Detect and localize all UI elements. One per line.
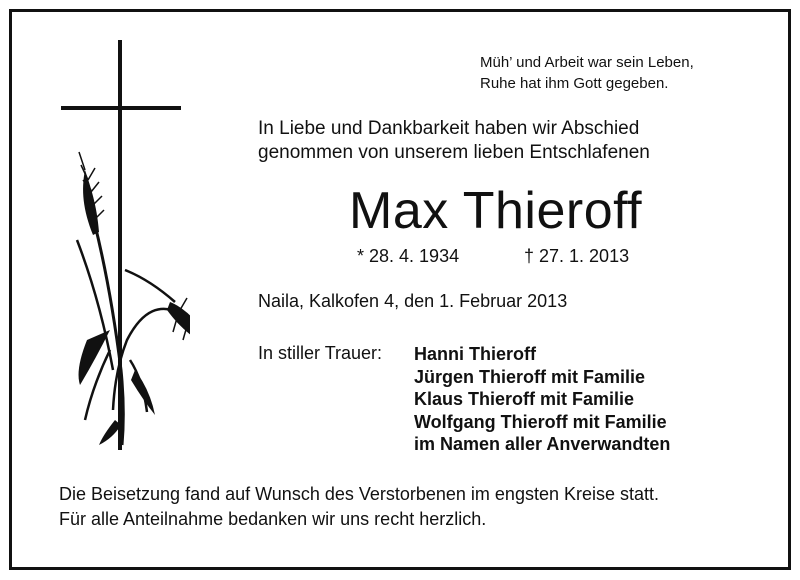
closing-line: Die Beisetzung fand auf Wunsch des Verstorbenen im engsten Kreise statt.: [59, 484, 660, 504]
motto-line: Müh’ und Arbeit war sein Leben,: [480, 54, 694, 71]
mourners-list: [414, 343, 670, 456]
place-and-date: Naila, Kalkofen 4, den 1. Februar 2013: [258, 291, 568, 311]
motto-line: Ruhe hat ihm Gott gegeben.: [480, 75, 669, 92]
mourner: Wolfgang Thieroff mit Familie: [414, 411, 667, 432]
death-date: † 27. 1. 2013: [524, 246, 630, 266]
mourner: Klaus Thieroff mit Familie: [414, 389, 635, 409]
mourning-label: In stiller Trauer:: [258, 343, 383, 363]
mourner: im Namen aller Anverwandten: [414, 434, 671, 454]
deceased-name: Max Thieroff: [349, 182, 643, 240]
cross-with-wheat-icon: [55, 40, 190, 455]
intro-text: [258, 117, 650, 165]
intro-line: In Liebe und Dankbarkeit haben wir Abschied: [258, 118, 640, 139]
motto-verse: [480, 52, 694, 94]
birth-date: * 28. 4. 1934: [357, 246, 460, 266]
closing-text: [59, 482, 659, 532]
mourner: Hanni Thieroff: [414, 344, 536, 364]
mourner: Jürgen Thieroff mit Familie: [414, 366, 646, 387]
intro-line: genommen von unserem lieben Entschlafenen: [258, 142, 650, 163]
closing-line: Für alle Anteilnahme bedanken wir uns recht herzlich.: [59, 509, 487, 529]
